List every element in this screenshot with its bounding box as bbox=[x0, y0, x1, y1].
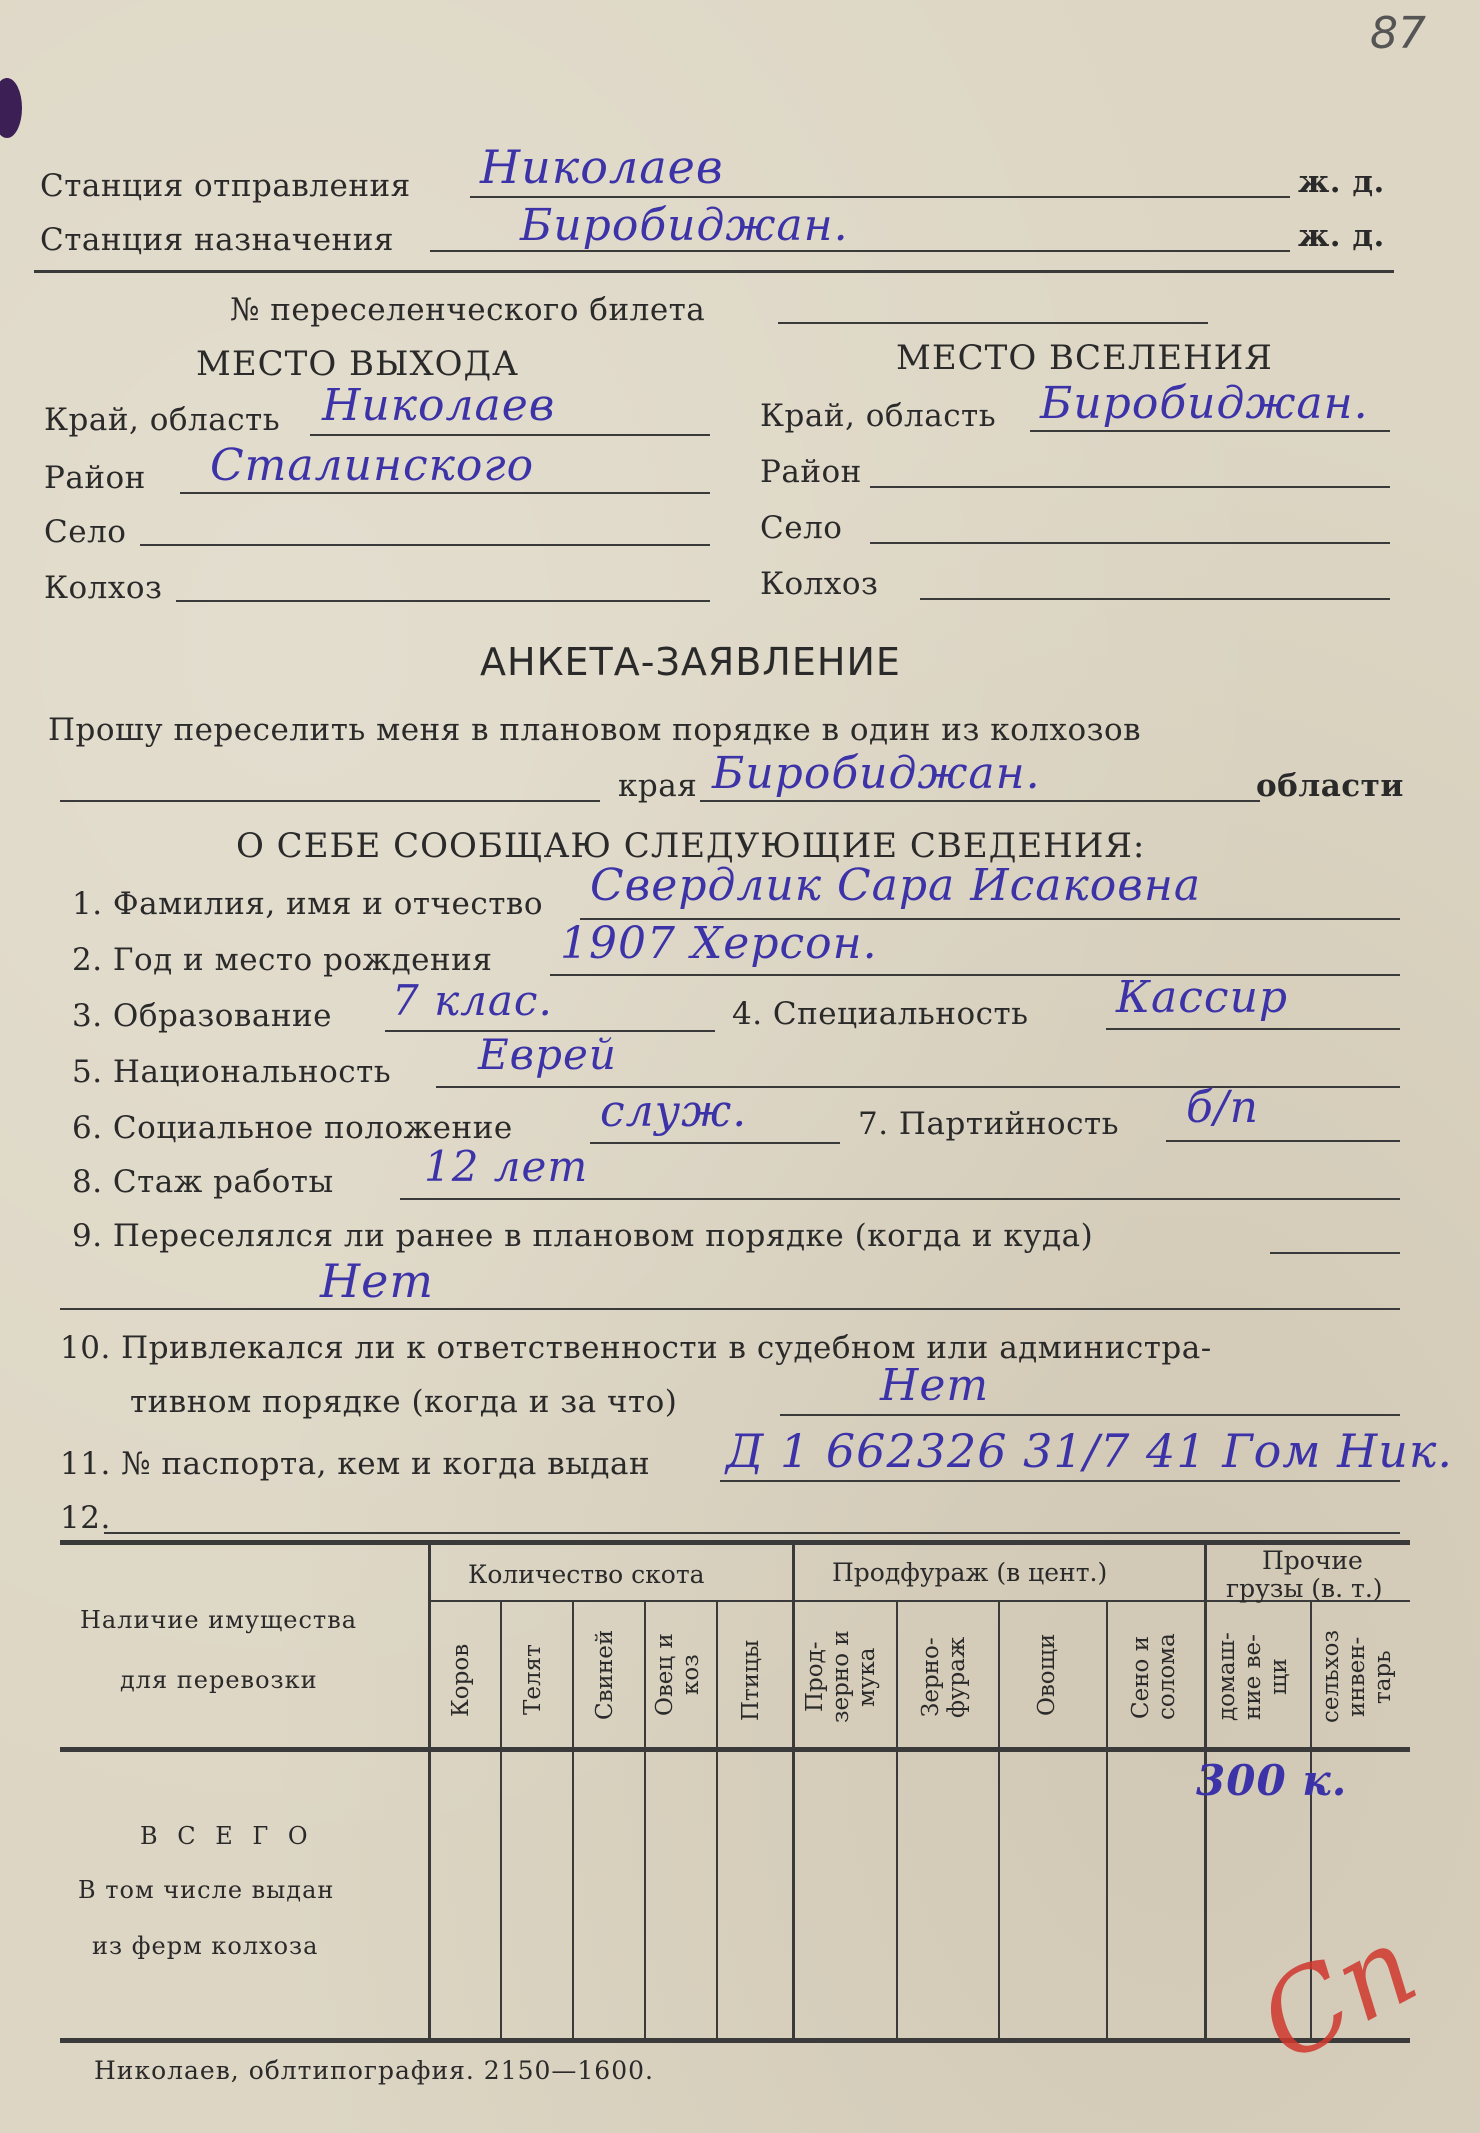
field-3-label: 3. Образование bbox=[72, 998, 333, 1034]
origin-district-label: Район bbox=[44, 460, 146, 496]
field-4-value: Кассир bbox=[1116, 972, 1289, 1023]
col-grain: Прод- зерно и мука bbox=[802, 1630, 880, 1724]
info-heading: О СЕБЕ СООБЩАЮ СЛЕДУЮЩИЕ СВЕДЕНИЯ: bbox=[236, 826, 1146, 866]
group-other-header-line2: грузы (в. т.) bbox=[1226, 1574, 1383, 1603]
table-col-divider bbox=[428, 1542, 431, 2038]
field-6-label: 6. Социальное положение bbox=[72, 1110, 513, 1146]
origin-kolkhoz-line bbox=[176, 600, 710, 602]
table-col-divider bbox=[998, 1602, 1000, 2038]
field-7-line bbox=[1166, 1140, 1400, 1142]
field-11-line bbox=[720, 1480, 1400, 1482]
settlement-village-line bbox=[870, 542, 1390, 544]
settlement-district-line bbox=[870, 486, 1390, 488]
table-col-divider bbox=[792, 1542, 795, 2038]
request-kray-label: края bbox=[618, 768, 698, 804]
header-rule bbox=[34, 270, 1394, 273]
group-other-header-line1: Прочие bbox=[1262, 1546, 1363, 1575]
settlement-kolkhoz-line bbox=[920, 598, 1390, 600]
origin-region-line bbox=[310, 434, 710, 436]
household-total-value: 300 к. bbox=[1196, 1756, 1348, 1805]
table-col-divider bbox=[896, 1602, 898, 2038]
field-1-value: Свердлик Сара Исаковна bbox=[590, 860, 1202, 911]
origin-region-value: Николаев bbox=[322, 380, 556, 431]
field-7-label: 7. Партийность bbox=[858, 1106, 1119, 1142]
field-1-label: 1. Фамилия, имя и отчество bbox=[72, 886, 544, 922]
field-10-line bbox=[780, 1414, 1400, 1416]
origin-district-value: Сталинского bbox=[210, 440, 535, 491]
group-underline-livestock bbox=[430, 1600, 792, 1602]
table-col-divider bbox=[644, 1602, 646, 2038]
settlement-region-value: Биробиджан. bbox=[1040, 378, 1369, 429]
request-oblast-label: области bbox=[1256, 768, 1404, 804]
table-col-divider bbox=[716, 1602, 718, 2038]
field-3-value: 7 клас. bbox=[392, 976, 553, 1025]
col-poultry: Птицы bbox=[738, 1639, 764, 1721]
red-ink-mark: Сп bbox=[1239, 1901, 1436, 2087]
group-fodder-header: Продфураж (в цент.) bbox=[832, 1558, 1108, 1587]
request-blank-line bbox=[60, 800, 600, 802]
col-pigs: Свиней bbox=[592, 1629, 618, 1721]
request-kray-value: Биробиджан. bbox=[712, 748, 1041, 799]
field-2-label: 2. Год и место рождения bbox=[72, 942, 493, 978]
col-farm-tools: сельхоз инвен- тарь bbox=[1318, 1630, 1396, 1724]
field-12-label: 12. bbox=[60, 1500, 111, 1536]
ticket-line bbox=[778, 322, 1208, 324]
field-7-value: б/п bbox=[1186, 1082, 1260, 1133]
field-8-line bbox=[400, 1198, 1400, 1200]
col-hay: Сено и солома bbox=[1128, 1633, 1180, 1721]
destination-line bbox=[430, 250, 1290, 252]
field-5-label: 5. Национальность bbox=[72, 1054, 392, 1090]
table-top-border bbox=[60, 1540, 1410, 1545]
origin-kolkhoz-label: Колхоз bbox=[44, 570, 163, 606]
request-kray-line bbox=[700, 800, 1260, 802]
field-9-label: 9. Переселялся ли ранее в плановом порядке (когда и куда) bbox=[72, 1218, 1094, 1254]
table-col-divider bbox=[1106, 1602, 1108, 2038]
field-6-line bbox=[590, 1142, 840, 1144]
ink-blot bbox=[0, 78, 22, 138]
field-12-line bbox=[104, 1532, 1400, 1534]
field-5-value: Еврей bbox=[478, 1030, 617, 1079]
field-9-line2 bbox=[60, 1308, 1400, 1310]
origin-village-label: Село bbox=[44, 514, 127, 550]
destination-value: Биробиджан. bbox=[520, 200, 849, 251]
col-sheep: Овец и коз bbox=[652, 1633, 704, 1717]
col-calves: Телят bbox=[520, 1644, 546, 1716]
issued-label-line2: из ферм колхоза bbox=[92, 1932, 319, 1960]
origin-region-label: Край, область bbox=[44, 402, 281, 438]
field-4-label: 4. Специальность bbox=[732, 996, 1029, 1032]
group-livestock-header: Количество скота bbox=[468, 1560, 705, 1589]
settlement-region-label: Край, область bbox=[760, 398, 997, 434]
table-col-divider bbox=[572, 1602, 574, 2038]
form-title: АНКЕТА-ЗАЯВЛЕНИЕ bbox=[480, 640, 901, 684]
field-11-label: 11. № паспорта, кем и когда выдан bbox=[60, 1446, 651, 1482]
departure-value: Николаев bbox=[480, 140, 724, 194]
field-4-line bbox=[1106, 1028, 1400, 1030]
settlement-heading: МЕСТО ВСЕЛЕНИЯ bbox=[896, 338, 1273, 378]
field-6-value: служ. bbox=[600, 1086, 748, 1137]
field-11-value: Д 1 662326 31/7 41 Гом Ник. bbox=[726, 1424, 1453, 1478]
departure-suffix: ж. д. bbox=[1298, 164, 1385, 200]
field-9-line bbox=[1270, 1252, 1400, 1254]
col-feed-grain: Зерно- фураж bbox=[918, 1636, 970, 1718]
field-2-value: 1907 Херсон. bbox=[560, 918, 878, 969]
settlement-region-line bbox=[1030, 430, 1390, 432]
destination-label: Станция назначения bbox=[40, 222, 394, 258]
settlement-kolkhoz-label: Колхоз bbox=[760, 566, 879, 602]
row-header-line1: Наличие имущества bbox=[80, 1606, 358, 1634]
ticket-label: № переселенческого билета bbox=[230, 292, 706, 328]
origin-village-line bbox=[140, 544, 710, 546]
field-10-label-line1: 10. Привлекался ли к ответственности в судебном или администра- bbox=[60, 1330, 1212, 1366]
field-10-value: Нет bbox=[880, 1360, 990, 1411]
departure-label: Станция отправления bbox=[40, 168, 411, 204]
table-bottom-border bbox=[60, 2038, 1410, 2043]
settlement-village-label: Село bbox=[760, 510, 843, 546]
col-household: домаш- ние ве- щи bbox=[1214, 1632, 1292, 1722]
table-col-divider bbox=[500, 1602, 502, 2038]
field-9-value: Нет bbox=[320, 1254, 434, 1308]
issued-label-line1: В том числе выдан bbox=[78, 1876, 335, 1904]
page-number: 87 bbox=[1370, 8, 1426, 59]
origin-district-line bbox=[180, 492, 710, 494]
total-label: В С Е Г О bbox=[140, 1822, 314, 1850]
footer-printer: Николаев, облтипография. 2150—1600. bbox=[94, 2056, 654, 2085]
origin-heading: МЕСТО ВЫХОДА bbox=[196, 344, 519, 384]
row-header-line2: для перевозки bbox=[120, 1666, 318, 1694]
field-10-label-line2: тивном порядке (когда и за что) bbox=[130, 1384, 678, 1420]
field-8-label: 8. Стаж работы bbox=[72, 1164, 334, 1200]
col-vegetables: Овощи bbox=[1034, 1633, 1060, 1717]
request-line1: Прошу переселить меня в плановом порядке в один из колхозов bbox=[48, 712, 1142, 748]
table-header-border bbox=[60, 1747, 1410, 1752]
col-cows: Коров bbox=[448, 1643, 474, 1717]
departure-line bbox=[470, 196, 1290, 198]
field-8-value: 12 лет bbox=[424, 1142, 589, 1191]
destination-suffix: ж. д. bbox=[1298, 218, 1385, 254]
settlement-district-label: Район bbox=[760, 454, 862, 490]
group-underline-fodder bbox=[794, 1600, 1204, 1602]
